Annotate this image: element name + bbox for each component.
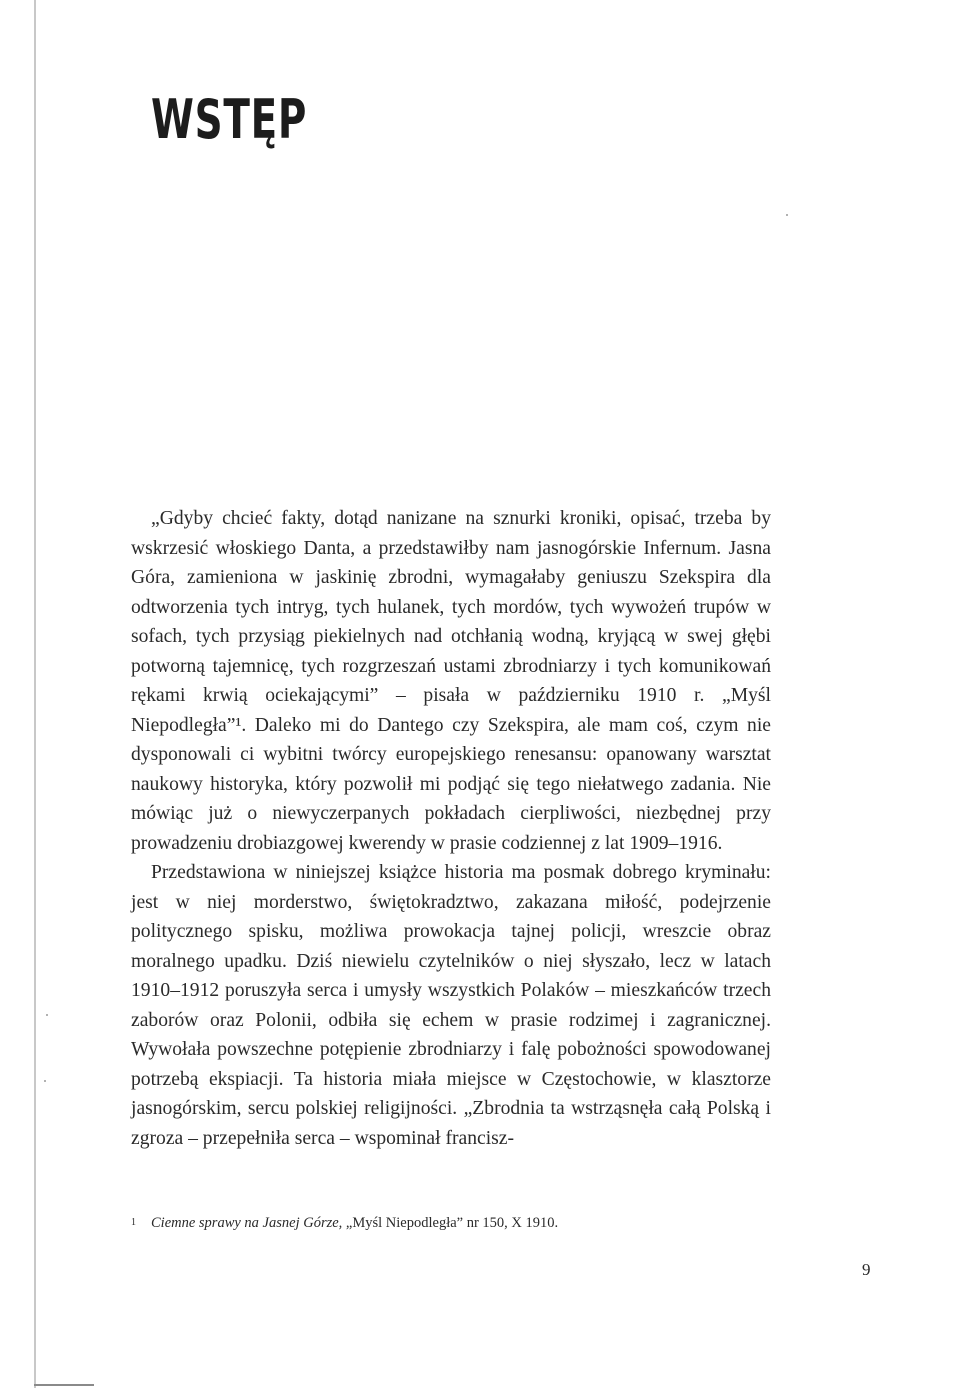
- footnote-mark: 1: [131, 1217, 136, 1228]
- page-bottom-edge: [34, 1384, 94, 1386]
- footnote: [131, 1213, 771, 1233]
- page-number: 9: [862, 1260, 871, 1279]
- body-text: [131, 504, 771, 1153]
- scan-speck: [786, 214, 788, 216]
- page-left-edge: [34, 0, 36, 1388]
- footnote-source: „Myśl Niepodległa” nr 150, X 1910.: [342, 1215, 559, 1231]
- scan-speck: [44, 1080, 46, 1082]
- footnote-title: Ciemne sprawy na Jasnej Górze,: [151, 1215, 343, 1231]
- scan-speck: [46, 1014, 48, 1016]
- paragraph: Przedstawiona w niniejszej książce historia ma posmak dobrego kryminału: jest w niej morderstwo, świętokradztwo, zakazana miłość, podejrzenie politycznego spisku, możliwa prowokacja tajnej policji, wreszcie obraz moralnego upadku. Dziś niewielu czytelników o niej słyszało, lecz w latach 1910–1912 poruszyła serca i umysły wszystkich Polaków – mieszkańców trzech zaborów oraz Polonii, odbiła się echem w prasie rodzimej i zagranicznej. Wywołała powszechne potępienie zbrodniarzy i falę pobożności spowodowanej potrzebą ekspiacji. Ta historia miała miejsce w Częstochowie, w klasztorze jasnogórskim, sercu polskiej religijności. „Zbrodnia ta wstrząsnęła całą Polską i zgroza – przepełniła serca – wspominał francisz-: [131, 862, 771, 1149]
- paragraph: „Gdyby chcieć fakty, dotąd nanizane na sznurki kroniki, opisać, trzeba by wskrzesić włoskiego Danta, a przedstawiłby nam jasnogórskie Infernum. Jasna Góra, zamieniona w jaskinię zbrodni, wymagałaby geniuszu Szekspira dla odtworzenia tych intryg, tych hulanek, tych mordów, tych wywożeń trupów w sofach, tych przysiąg piekielnych nad otchłanią wodną, kryjącą w swej głębi potworną tajemnicę, tych rozgrzeszań ustami zbrodniarzy i tych komunikowań rękami krwią ociekającymi” – pisała w październiku 1910 r. „Myśl Niepodległa”¹. Daleko mi do Dantego czy Szekspira, ale mam coś, czym nie dysponowali ci wybitni twórcy europejskiego renesansu: opanowany warsztat naukowy historyka, który pozwolił mi podjąć się tego niełatwego zadania. Nie mówiąc już o niewyczerpanych pokładach cierpliwości, niezbędnej przy prowadzeniu drobiazgowej kwerendy w prasie codziennej z lat 1909–1916.: [131, 508, 771, 854]
- chapter-title: WSTĘP: [151, 88, 308, 151]
